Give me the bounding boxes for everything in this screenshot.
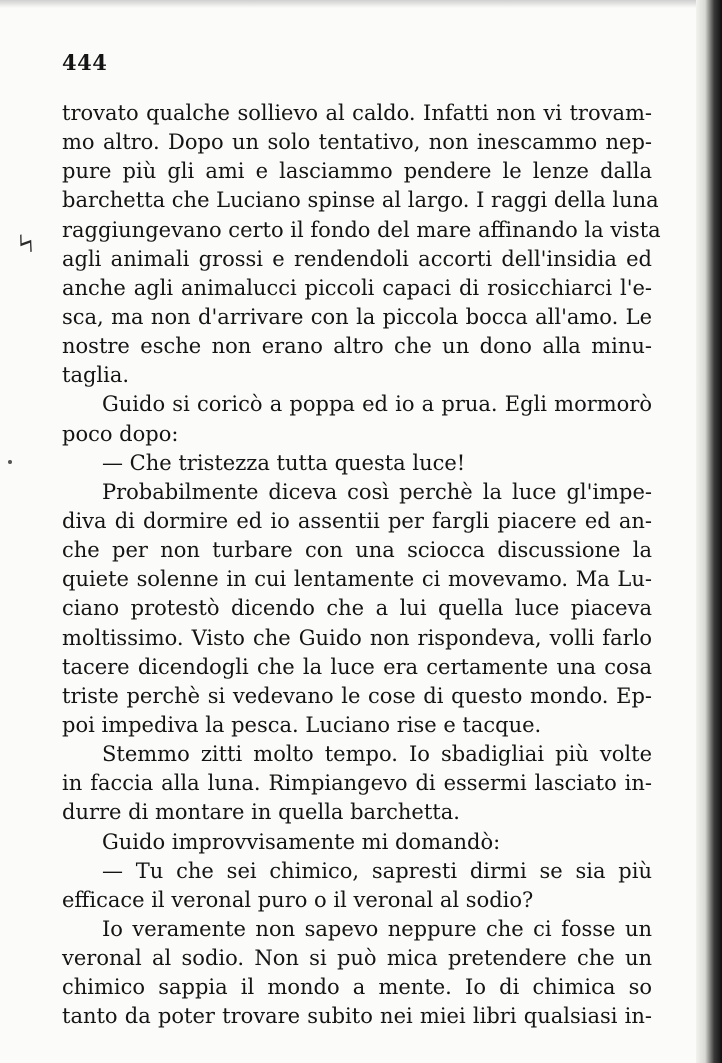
body-text (62, 99, 661, 1032)
book-binding-edge (696, 0, 722, 1063)
text-line: agli animali grossi e rendendoli accorti dell'insidia ed (62, 246, 652, 271)
text-line: tacere dicendogli che la luce era certamente una cosa (62, 654, 652, 679)
text-line: quiete solenne in cui lentamente ci movevamo. Ma Lu- (62, 567, 652, 592)
text-line: triste perchè si vedevano le cose di questo mondo. Ep- (62, 683, 652, 708)
text-line: veronal al sodio. Non si può mica pretendere che un (62, 946, 652, 971)
margin-pencil-mark: ϟ (13, 227, 40, 263)
text-line: efficace il veronal puro o il veronal al sodio? (62, 887, 534, 912)
text-line: trovato qualche sollievo al caldo. Infatti non vi trovam- (62, 101, 652, 125)
text-line: durre di montare in quella barchetta. (62, 800, 460, 825)
text-line: chimico sappia il mondo a mente. Io di chimica so (62, 975, 652, 1000)
text-line: barchetta che Luciano spinse al largo. I raggi della luna (62, 188, 659, 213)
text-line: moltissimo. Visto che Guido non rispondeva, volli farlo (62, 625, 652, 650)
text-line: poi impediva la pesca. Luciano rise e tacque. (62, 712, 542, 737)
text-line: Probabilmente diceva così perchè la luce gl'impe- (102, 479, 652, 504)
text-line: Guido improvvisamente mi domandò: (102, 829, 501, 854)
page-number: 444 (62, 50, 108, 75)
text-line: anche agli animalucci piccoli capaci di rosicchiarci l'e- (62, 275, 652, 300)
text-line: nostre esche non erano altro che un dono alla minu- (62, 334, 652, 359)
text-line: sca, ma non d'arrivare con la piccola bocca all'amo. Le (62, 304, 652, 329)
text-line: diva di dormire ed io assentii per fargli piacere ed an- (62, 508, 652, 533)
text-line: ciano protestò dicendo che a lui quella luce piaceva (62, 596, 652, 621)
text-line: — Che tristezza tutta questa luce! (102, 450, 466, 475)
text-line: poco dopo: (62, 421, 179, 446)
text-line: Io veramente non sapevo neppure che ci fosse un (102, 916, 652, 941)
text-line: Stemmo zitti molto tempo. Io sbadigliai più volte (102, 742, 652, 767)
text-line: raggiungevano certo il fondo del mare affinando la vista (62, 217, 661, 242)
text-line: taglia. (62, 363, 130, 388)
text-line: mo altro. Dopo un solo tentativo, non inescammo nep- (62, 130, 652, 155)
text-line: Guido si coricò a poppa ed io a prua. Egli mormorò (102, 392, 652, 417)
text-line: tanto da poter trovare subito nei miei libri qualsiasi in- (62, 1004, 652, 1029)
text-line: pure più gli ami e lasciammo pendere le lenze dalla (62, 159, 652, 184)
text-line: — Tu che sei chimico, sapresti dirmi se sia più (102, 858, 652, 883)
text-line: che per non turbare con una sciocca discussione la (62, 538, 652, 563)
page-top-edge (0, 0, 722, 8)
margin-dot (8, 460, 12, 464)
text-line: in faccia alla luna. Rimpiangevo di essermi lasciato in- (62, 771, 652, 796)
